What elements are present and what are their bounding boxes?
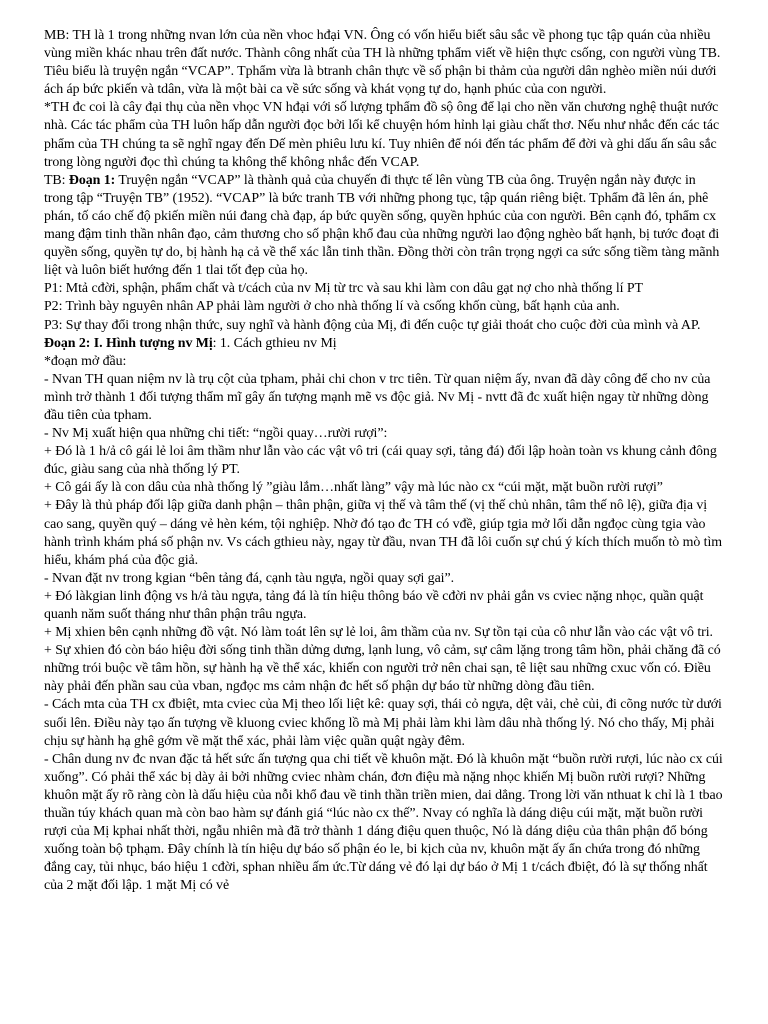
paragraph-text: - Nv Mị xuất hiện qua những chi tiết: “ngồi quay…rười rượi”: bbox=[44, 426, 388, 442]
paragraph bbox=[44, 280, 724, 298]
paragraph bbox=[44, 570, 724, 588]
paragraph-text: : 1. Cách gthieu nv Mị bbox=[212, 335, 337, 351]
document-body bbox=[44, 27, 724, 896]
paragraph bbox=[44, 27, 724, 99]
paragraph-text: MB: TH là 1 trong những nvan lớn của nền vhoc hđại VN. Ông có vốn hiểu biết sâu sắc về phong tục tập quán của nhiều vùng miền khác nhau trên đất nước. Thành công nhất của TH là những tphẩm viết về hiện thực csống, con người vùng TB. Tiêu biểu là truyện ngắn “VCAP”. Tphẩm vừa là btranh chân thực về số phận bi thảm của người dân nghèo miền núi dưới ách áp bức pkiến và tdân, vừa là một bài ca về sức sống và khát vọng tự do, hạnh phúc của con người. bbox=[44, 28, 721, 98]
paragraph-prefix: TB: bbox=[44, 172, 69, 188]
paragraph bbox=[44, 624, 724, 642]
paragraph bbox=[44, 497, 724, 569]
paragraph bbox=[44, 99, 724, 171]
paragraph bbox=[44, 317, 724, 335]
paragraph-text: + Đó là 1 h/ả cô gái lẻ loi âm thầm như lẫn vào các vật vô tri (cái quay sợi, tảng đá) đối lập hoàn toàn vs khung cảnh đông đúc, giàu sang của nhà thống lý PT. bbox=[44, 444, 717, 478]
paragraph bbox=[44, 588, 724, 624]
paragraph-text: P1: Mtả cđời, sphận, phẩm chất và t/cách của nv Mị từ trc và sau khi làm con dâu gạt nợ cho nhà thống lí PT bbox=[44, 281, 643, 297]
paragraph-text: P2: Trình bày nguyên nhân AP phải làm người ở cho nhà thống lí và csống khốn cùng, bất hạnh của anh. bbox=[44, 299, 620, 315]
paragraph bbox=[44, 298, 724, 316]
paragraph-text: *đoạn mở đầu: bbox=[44, 353, 127, 369]
paragraph-heading: Đoạn 2: I. Hình tượng nv Mị bbox=[44, 335, 213, 351]
paragraph-text: - Chân dung nv đc nvan đặc tả hết sức ấn tượng qua chi tiết về khuôn mặt. Đó là khuôn mặt “buồn rười rượi, lúc nào cx cúi xuống”. Có phải thể xác bị dày ải bởi những cviec nhàm chán, đơn điệu mà nặng nhọc khiến Mị buồn rười rượi? Những khuôn mặt ấy rõ ràng còn là dấu hiệu của nỗi khổ đau về tinh thần triền mien, dai dẳng. Trong lời văn nthuat k chỉ là 1 tbao thuần túy khách quan mà còn bao hàm sự đánh giá “lúc nào cx thế”. Nvay có nghĩa là dáng diệu cúi mặt, mặt buồn rười rượi của Mị kphai nhất thời, ngẫu nhiên mà đã trở thành 1 dáng điệu quen thuộc, Nó là dáng diệu của thân phận đổ bóng xuống toàn bộ tphạm. Đây chính là tín hiệu dự báo số phận éo le, bi kịch của nv, khuôn mặt ấy ẩn chứa trong đó những đắng cay, tủi nhục, báo hiệu 1 cđời, sphan nhiều ấm ức.Từ dáng vẻ đó lại dự báo ở Mị 1 t/cách đbiệt, đó là sự thống nhất của 2 mặt đối lập. 1 mặt Mị có vẻ bbox=[44, 751, 723, 894]
paragraph-text: Truyện ngắn “VCAP” là thành quả của chuyến đi thực tế lên vùng TB của ông. Truyện ngắn này được in trong tập “Truyện TB” (1952). “VCAP” là bức tranh TB với những phong tục, tập quán riêng biệt. Tphẩm đã lên án, phê phán, tố cáo chế độ pkiến miền núi đang chà đạp, áp bức quyền sống, quyền hphúc của con người. Bên cạnh đó, tphẩm cx mang đậm tinh thần nhân đạo, cảm thương cho số phận khổ đau của những người lao động nghèo bất hạnh, bị tước đoạt đi quyền sống, quyền tự do, bị hành hạ cả về thể xác lẫn tinh thần. Đồng thời còn trân trọng ngợi ca sức sống tiềm tàng mãnh liệt và luôn biết hướng đến 1 tlai tốt đẹp của họ. bbox=[44, 172, 720, 279]
paragraph-text: + Mị xhien bên cạnh những đồ vật. Nó làm toát lên sự lẻ loi, âm thầm của nv. Sự tồn tại của cô như lẫn vào các vật vô tri. bbox=[44, 625, 713, 641]
paragraph bbox=[44, 642, 724, 696]
paragraph-text: + Đó làkgian linh động vs h/ả tàu ngựa, tảng đá là tín hiệu thông báo về cđời nv phải gắn vs cviec nặng nhọc, quần quật quanh năm suốt tháng như thân phận trâu ngựa. bbox=[44, 588, 704, 622]
paragraph-text: *TH đc coi là cây đại thụ của nền vhọc VN hđại với số lượng tphẩm đồ sộ ông để lại cho nền văn chương nghệ thuật nước nhà. Các tác phẩm của TH luôn hấp dẫn người đọc bởi lối kể chuyện hóm hỉnh lại giàu chất thơ. Nếu như nhắc đến các tác phẩm của TH chúng ta sẽ nghĩ ngay đến Dế mèn phiêu lưu kí. Tuy nhiên để nói đến tác phẩm để đời và ghi dấu ấn sâu sắc trong lòng người đọc thì chúng ta không thể không nhắc đến VCAP. bbox=[44, 100, 720, 170]
paragraph bbox=[44, 425, 724, 443]
paragraph bbox=[44, 696, 724, 750]
paragraph-text: P3: Sự thay đổi trong nhận thức, suy nghĩ và hành động của Mị, đi đến cuộc tự giải thoát cho cuộc đời của mình và AP. bbox=[44, 317, 701, 333]
paragraph bbox=[44, 443, 724, 479]
paragraph bbox=[44, 353, 724, 371]
paragraph-text: + Cô gái ấy là con dâu của nhà thống lý ”giàu lắm…nhất làng” vậy mà lúc nào cx “cúi mặt, mặt buồn rười rượi” bbox=[44, 480, 663, 496]
paragraph-heading: Đoạn 1: bbox=[68, 172, 116, 188]
paragraph-text: + Sự xhien đó còn báo hiệu đời sống tinh thần dửng dưng, lạnh lung, vô cảm, sự câm lặng trong tâm hồn, phải chăng đã có những trói buộc về tâm hồn, sự hành hạ về thể xác, khiến con người trở nên chai sạn, tê liệt sau những cxuc vốn có. Điều này phải đến phần sau của vban, ngđọc ms cảm nhận đc hết số phận dự báo từ những dòng đầu tiên. bbox=[44, 643, 721, 695]
paragraph bbox=[44, 371, 724, 425]
paragraph-text: - Cách mta của TH cx đbiệt, mta cviec của Mị theo lối liệt kê: quay sợi, thái cỏ ngựa, dệt vải, chẻ củi, đi cõng nước từ dưới suối lên. Điều này tạo ấn tượng về kluong cviec khổng lồ mà Mị phải làm khi làm dâu nhà thống lý. Nó cho thấy, Mị phải chịu sự hành hạ ghê gớm về mặt thể xác, phải làm việc quần quật ngày đêm. bbox=[44, 697, 722, 749]
paragraph bbox=[44, 172, 724, 281]
paragraph-text: - Nvan đặt nv trong kgian “bên tảng đá, cạnh tàu ngựa, ngồi quay sợi gai”. bbox=[44, 570, 455, 586]
paragraph bbox=[44, 751, 724, 896]
paragraph-text: - Nvan TH quan niệm nv là trụ cột của tpham, phải chi chon v trc tiên. Từ quan niệm ấy, nvan đã dày công để cho nv của mình trở thành 1 đối tượng thẩm mĩ gây ấn tượng mạnh mẽ vs độc giả. Nv Mị - nvtt đã đc xuất hiện ngay từ những dòng đầu tiên của tpham. bbox=[44, 371, 711, 423]
paragraph bbox=[44, 335, 724, 353]
paragraph bbox=[44, 479, 724, 497]
paragraph-text: + Đây là thủ pháp đối lập giữa danh phận – thân phận, giữa vị thế và tâm thế (vị thế chủ nhân, tâm thế nô lệ), giữa địa vị cao sang, quyền quý – dáng vẻ hèn kém, tội nghiệp. Nhờ đó tạo đc TH có vđề, giúp tgia mở lối dẫn ngđọc cùng tgia vào hành trình khám phá số phận nv. Vs cách gthieu này, ngay từ đầu, nvan TH đã lôi cuốn sự chú ý kích thích muốn tò mò tìm hiểu, khám phá của độc giả. bbox=[44, 498, 723, 568]
